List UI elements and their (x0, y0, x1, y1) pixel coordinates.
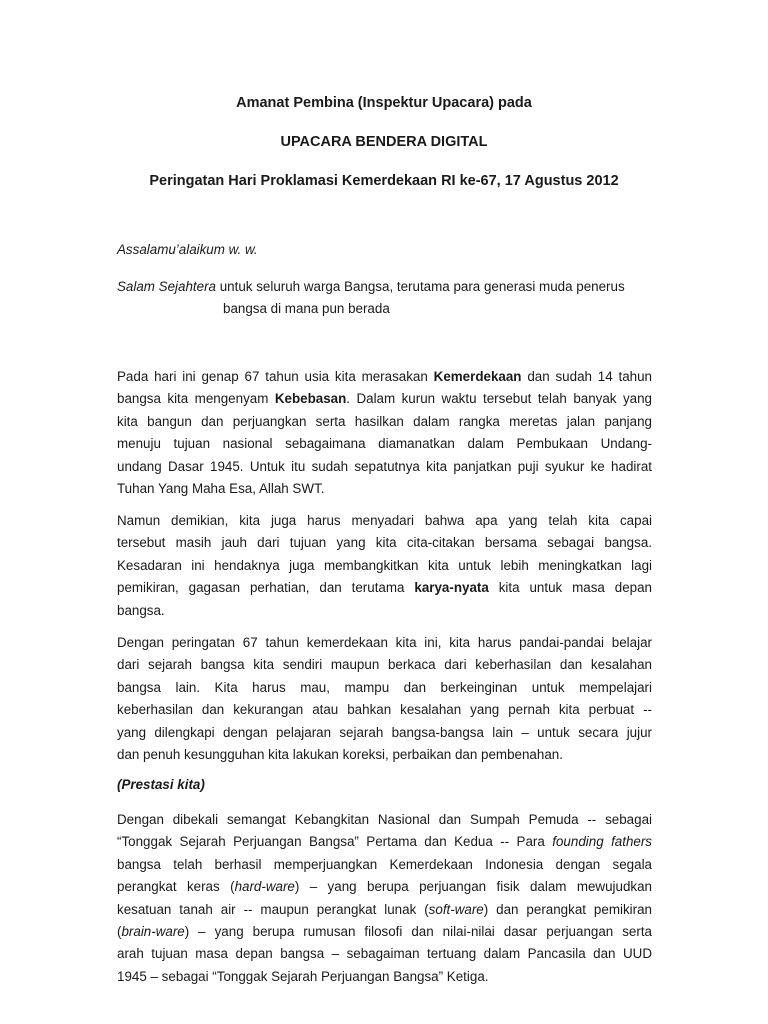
salam-line-2: bangsa di mana pun berada (223, 301, 390, 316)
title-line-2: UPACARA BENDERA DIGITAL (280, 134, 488, 150)
p2-line: tersebut masih jauh dari tujuan yang kita cita-citakan bersama sebagai bangsa. (117, 535, 652, 551)
paragraph-4 (117, 809, 652, 988)
p4-line: bangsa telah berhasil memperjuangkan Kemerdekaan Indonesia dengan segala (117, 856, 652, 872)
p2-line: bangsa. (117, 602, 165, 618)
p4-line: perangkat keras (hard-ware) – yang berupa perjuangan fisik dalam mewujudkan (117, 879, 653, 895)
p4-line: (brain-ware) – yang berupa rumusan filosofi dan nilai-nilai dasar perjuangan serta (117, 923, 652, 939)
title-line-1: Amanat Pembina (Inspektur Upacara) pada (236, 95, 532, 111)
paragraph-3 (117, 632, 652, 766)
p1-line: bangsa kita mengenyam Kebebasan. Dalam kurun waktu tersebut telah banyak yang (117, 391, 652, 407)
p4-line: 1945 – sebagai “Tonggak Sejarah Perjuangan Bangsa” Ketiga. (117, 968, 489, 984)
p1-line: undang Dasar 1945. Untuk itu sudah sepatutnya kita panjatkan puji syukur ke hadirat (117, 458, 652, 474)
salam-italic: Salam Sejahtera (117, 279, 216, 294)
p2-line: pemikiran, gagasan perhatian, dan terutama karya-nyata kita untuk masa depan (117, 580, 652, 596)
p3-line: dan penuh kesungguhan kita lakukan koreksi, perbaikan dan pembenahan. (117, 746, 563, 762)
section-heading: (Prestasi kita) (117, 777, 205, 792)
p4-line: kesatuan tanah air -- maupun perangkat lunak (soft-ware) dan perangkat pemikiran (117, 901, 652, 917)
paragraph-1 (117, 366, 652, 500)
p4-line: “Tonggak Sejarah Perjuangan Bangsa” Pertama dan Kedua -- Para founding fathers (117, 834, 653, 850)
p4-line: arah tujuan masa depan bangsa – sebagaiman tertuang dalam Pancasila dan UUD (117, 946, 652, 962)
p2-line: Kesadaran ini hendaknya juga membangkitkan kita untuk lebih meningkatkan lagi (117, 557, 652, 573)
p1-line: kita bangun dan perjuangkan serta hasilkan dalam rangka meretas jalan panjang (117, 413, 652, 429)
p3-line: dari sejarah bangsa kita sendiri maupun berkaca dari keberhasilan dan kesalahan (117, 657, 652, 673)
greeting: Assalamu’alaikum w. w. (117, 242, 258, 257)
salam-rest: untuk seluruh warga Bangsa, terutama para generasi muda penerus (216, 279, 625, 294)
p1-line: menuju tujuan nasional sebagaimana diamanatkan dalam Pembukaan Undang- (117, 436, 652, 452)
p1-line: Tuhan Yang Maha Esa, Allah SWT. (117, 480, 325, 496)
p3-line: keberhasilan dan kekurangan atau bahkan kesalahan yang pernah kita perbuat -- (117, 702, 652, 718)
p3-line: Dengan peringatan 67 tahun kemerdekaan kita ini, kita harus pandai-pandai belajar (117, 635, 652, 650)
title-line-3: Peringatan Hari Proklamasi Kemerdekaan RI ke-67, 17 Agustus 2012 (149, 173, 619, 189)
p4-line: Dengan dibekali semangat Kebangkitan Nasional dan Sumpah Pemuda -- sebagai (117, 812, 652, 827)
p2-line: Namun demikian, kita juga harus menyadari bahwa apa yang telah kita capai (117, 513, 652, 528)
p1-line: Pada hari ini genap 67 tahun usia kita merasakan Kemerdekaan dan sudah 14 tahun (117, 369, 653, 384)
paragraph-2 (117, 510, 652, 622)
salam-line-1 (117, 276, 625, 298)
p3-line: bangsa lain. Kita harus mau, mampu dan berkeinginan untuk mempelajari (117, 679, 652, 695)
p3-line: yang dilengkapi dengan pelajaran sejarah bangsa-bangsa lain – untuk secara jujur (117, 724, 652, 740)
